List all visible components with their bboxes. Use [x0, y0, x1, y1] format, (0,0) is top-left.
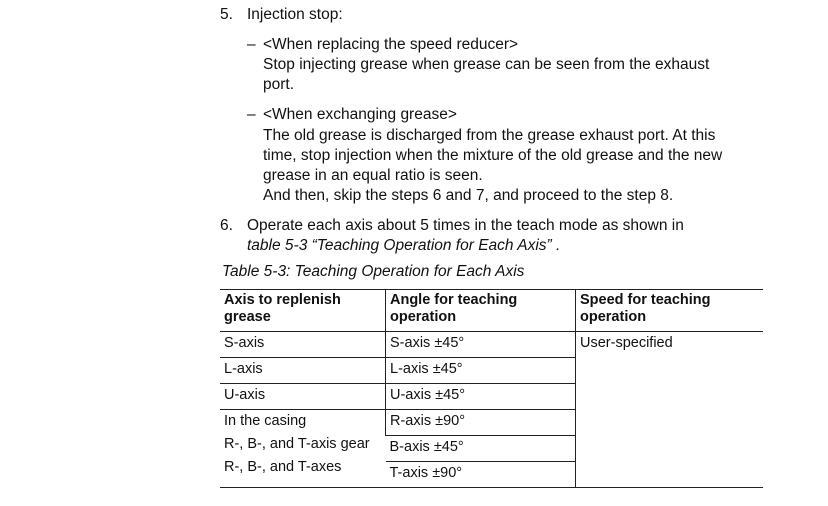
sub1-line-2: port. [263, 76, 295, 93]
sub1-heading: <When replacing the speed reducer> [263, 36, 519, 53]
step-6-line-1: Operate each axis about 5 times in the teach mode as shown in [247, 217, 684, 234]
cell-casing [220, 410, 386, 488]
header-axis-line-1: Axis to replenish [224, 292, 341, 308]
sub1-dash: – [247, 36, 256, 53]
cell-angle: T-axis ±90° [386, 462, 576, 488]
sub1-line-1: Stop injecting grease when grease can be seen from the exhaust [263, 56, 710, 73]
sub2-line-1: The old grease is discharged from the grease exhaust port. At this [263, 127, 716, 144]
header-angle [386, 290, 576, 332]
table-row [220, 332, 763, 358]
teaching-operation-table [220, 289, 763, 488]
header-speed-line-1: Speed for teaching [580, 292, 711, 308]
sub2-dash: – [247, 106, 256, 123]
header-speed [576, 290, 764, 332]
cell-angle: U-axis ±45° [386, 384, 576, 410]
step-6-number: 6. [220, 217, 233, 234]
sub2-line-3: grease in an equal ratio is seen. [263, 167, 483, 184]
header-speed-line-2: operation [580, 309, 647, 325]
cell-axis: U-axis [220, 384, 386, 410]
cell-axis: L-axis [220, 358, 386, 384]
step-6-table-reference: table 5-3 “Teaching Operation for Each Axis” . [247, 237, 561, 254]
cell-angle: L-axis ±45° [386, 358, 576, 384]
header-angle-line-2: operation [390, 309, 457, 325]
sub2-heading: <When exchanging grease> [263, 106, 457, 123]
header-axis-line-2: grease [224, 309, 271, 325]
table-header-row [220, 290, 763, 332]
sub2-line-2: time, stop injection when the mixture of the old grease and the new [263, 147, 723, 164]
casing-line-3: R-, B-, and T-axes [224, 459, 342, 475]
cell-angle: S-axis ±45° [386, 332, 576, 358]
casing-line-1: In the casing [224, 413, 307, 429]
cell-axis: S-axis [220, 332, 386, 358]
step-5-title: Injection stop: [247, 6, 343, 23]
header-angle-line-1: Angle for teaching [390, 292, 518, 308]
header-axis [220, 290, 386, 332]
cell-speed: User-specified [576, 332, 764, 488]
step-5-number: 5. [220, 6, 233, 23]
table-caption: Table 5-3: Teaching Operation for Each Axis [222, 263, 525, 280]
sub2-line-4: And then, skip the steps 6 and 7, and proceed to the step 8. [263, 187, 674, 204]
cell-angle: R-axis ±90° [386, 410, 576, 436]
cell-angle: B-axis ±45° [386, 436, 576, 462]
casing-line-2: R-, B-, and T-axis gear [224, 436, 370, 452]
